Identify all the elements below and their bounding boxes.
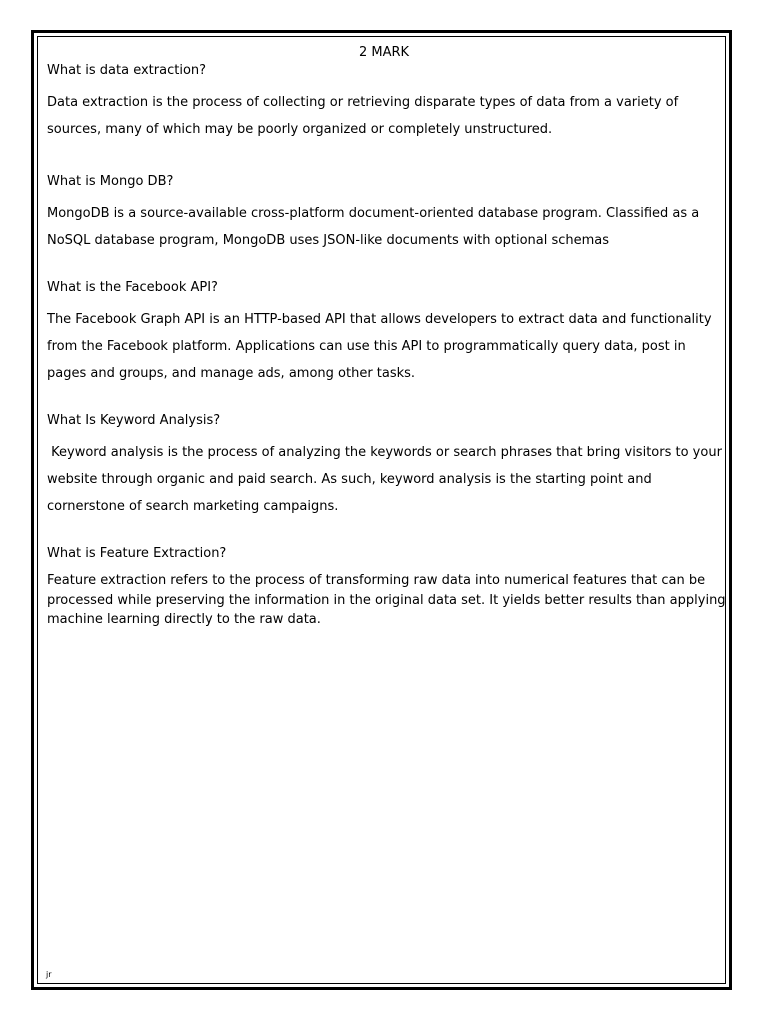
qa-section-keyword-analysis bbox=[47, 412, 727, 520]
answer: Feature extraction refers to the process of transforming raw data into numerical features that can be processed while preserving the information in the original data set. It yields better results than applying machine learning directly to the raw data. bbox=[47, 573, 726, 627]
question: What is the Facebook API? bbox=[47, 280, 218, 295]
question: What is data extraction? bbox=[47, 63, 207, 78]
answer: MongoDB is a source-available cross-platform document-oriented database program. Classified as a NoSQL database program, MongoDB uses JSON-like documents with optional schemas bbox=[47, 206, 700, 248]
question: What Is Keyword Analysis? bbox=[47, 413, 221, 428]
question: What is Mongo DB? bbox=[47, 174, 174, 189]
answer: The Facebook Graph API is an HTTP-based API that allows developers to extract data and functionality from the Facebook platform. Applications can use this API to programmatically query data, post in pages and groups, and manage ads, among other tasks. bbox=[47, 312, 712, 381]
question: What is Feature Extraction? bbox=[47, 546, 227, 561]
qa-section-mongodb bbox=[47, 173, 727, 254]
answer: Data extraction is the process of collecting or retrieving disparate types of data from a variety of sources, many of which may be poorly organized or completely unstructured. bbox=[47, 95, 679, 137]
answer: Keyword analysis is the process of analyzing the keywords or search phrases that bring visitors to your website through organic and paid search. As such, keyword analysis is the starting point and cornerstone of search marketing campaigns. bbox=[47, 445, 727, 514]
qa-section-feature-extraction bbox=[47, 545, 727, 630]
qa-section-facebook-api bbox=[47, 279, 727, 387]
page-heading: 2 MARK bbox=[358, 45, 410, 60]
footer-mark: jr bbox=[46, 970, 52, 979]
document-body bbox=[47, 62, 727, 630]
qa-section-data-extraction bbox=[47, 62, 727, 143]
